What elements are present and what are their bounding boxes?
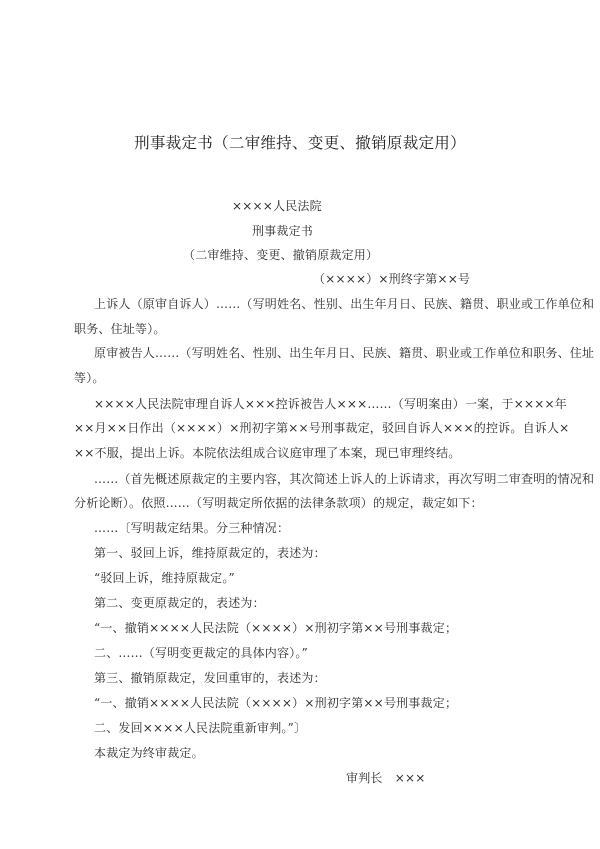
case-number: （××××）×刑终字第××号	[313, 272, 471, 286]
paragraph-line: ××××人民法院审理自诉人×××控诉被告人×××……（写明案由）一案，于××××年	[94, 397, 567, 411]
paragraph-line: 第二、变更原裁定的，表述为：	[94, 596, 265, 610]
paragraph-line: “驳回上诉，维持原裁定。”	[94, 571, 235, 585]
paragraph-line: “一、撤销××××人民法院（××××）×刑初字第××号刑事裁定；	[94, 621, 458, 635]
paragraph-line: ××月××日作出（××××）×刑初字第××号刑事裁定，驳回自诉人×××的控诉。自诉人×	[74, 421, 570, 435]
paragraph-line: “一、撤销××××人民法院（××××）×刑初字第××号刑事裁定；	[94, 696, 458, 710]
paragraph-line: 本裁定为终审裁定。	[94, 746, 204, 760]
paragraph-line: 等）。	[74, 371, 105, 385]
paragraph-line: 分析论断）。依照……（写明裁定所依据的法律条款项）的规定，裁定如下：	[74, 496, 483, 510]
paragraph-line: ……〔写明裁定结果。分三种情况：	[94, 521, 290, 535]
paragraph-line: 第三、撤销原裁定，发回重审的，表述为：	[94, 671, 326, 685]
paragraph-line: 原审被告人……（写明姓名、性别、出生年月日、民族、籍贯、职业或工作单位和职务、住址	[94, 346, 595, 360]
paragraph-line: 二、……（写明变更裁定的具体内容）。”	[94, 646, 308, 660]
document-title: 刑事裁定书（二审维持、变更、撤销原裁定用）	[134, 134, 466, 152]
paragraph-line: 第一、驳回上诉，维持原裁定的，表述为：	[94, 546, 326, 560]
court-name: ××××人民法院	[232, 199, 322, 213]
document-subtitle: （二审维持、变更、撤销原裁定用）	[183, 248, 379, 262]
paragraph-line: 职务、住址等）。	[74, 322, 166, 336]
paragraph-line: 二、发回××××人民法院重新审判。”〕	[94, 721, 307, 735]
document-type: 刑事裁定书	[252, 224, 314, 238]
paragraph-line: ××不服，提出上诉。本院依法组成合议庭审理了本案，现已审理终结。	[74, 446, 461, 460]
paragraph-line: ……（首先概述原裁定的主要内容，其次简述上诉人的上诉请求，再次写明二审查明的情况和	[94, 472, 595, 486]
paragraph-line: 上诉人（原审自诉人）……（写明姓名、性别、出生年月日、民族、籍贯、职业或工作单位和	[94, 297, 595, 311]
signature-line: 审判长 ×××	[346, 771, 426, 785]
